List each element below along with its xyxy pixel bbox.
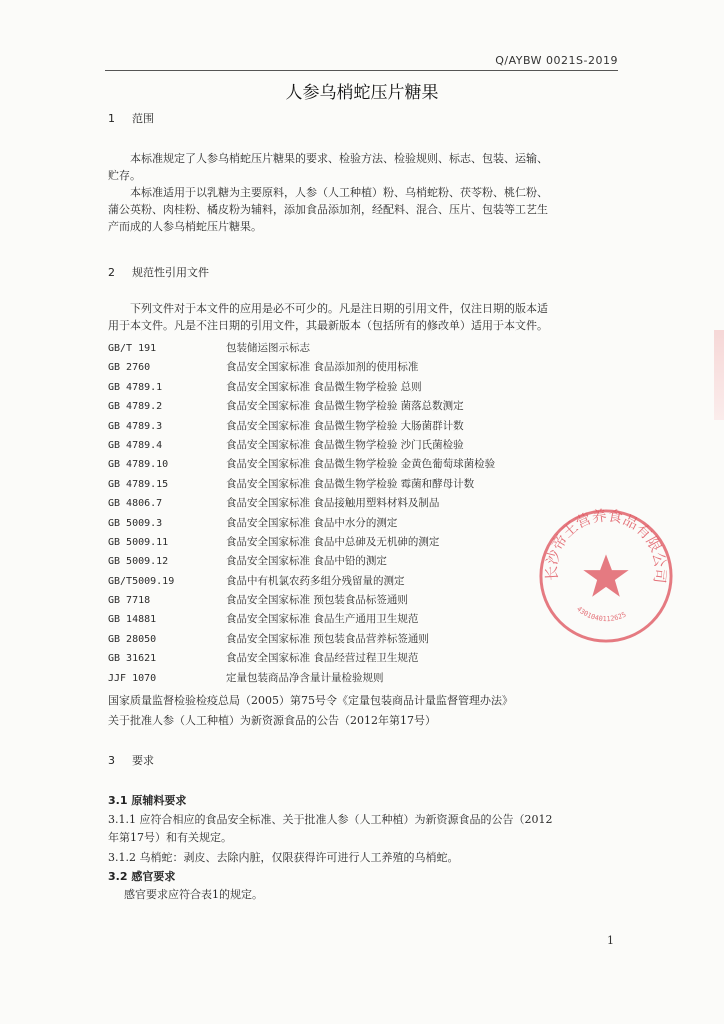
reference-code: GB/T 191 [108,343,157,354]
reference-title: 食品安全国家标准 食品微生物学检验 大肠菌群计数 [226,419,464,432]
seal-company-text: 长沙帝王营养食品有限公司 [543,507,669,585]
reference-code: GB 14881 [108,614,157,626]
document-title: 人参乌梢蛇压片糖果 [285,83,439,103]
reference-title: 食品安全国家标准 预包装食品营养标签通则 [226,632,429,645]
reference-code: GB 4789.4 [108,439,163,451]
reference-row [108,358,628,377]
seal-star [583,554,628,596]
paragraph-text: 贮存。 [108,169,141,182]
section-2-heading [108,264,209,280]
subsection-3-2-heading: 3.2 感官要求 [108,870,176,883]
reference-title: 食品安全国家标准 食品微生物学检验 菌落总数测定 [226,400,464,413]
reference-title: 包装储运图示标志 [226,342,310,354]
reference-title: 食品中有机氯农药多组分残留量的测定 [226,574,405,587]
reference-row [108,649,628,668]
reference-code: GB 5009.11 [108,536,169,548]
item-3-2-text: 感官要求应符合表1的规定。 [124,888,263,901]
reference-row [108,436,628,455]
reference-title: 食品安全国家标准 食品中总砷及无机砷的测定 [226,535,440,548]
reference-code: GB 5009.3 [108,517,163,529]
reference-row [108,339,628,358]
reference-title: 食品安全国家标准 食品微生物学检验 霉菌和酵母计数 [226,477,475,490]
reference-row [108,397,628,416]
reference-title: 食品安全国家标准 食品微生物学检验 总则 [226,380,422,393]
reference-code: GB 4806.7 [108,498,163,510]
reference-extra-line: 关于批准人参（人工种植）为新资源食品的公告（2012年第17号） [108,714,436,727]
reference-code: GB 5009.12 [108,556,169,568]
reference-code: GB 7718 [108,595,151,607]
section-number: 2 [108,266,115,279]
reference-row [108,378,628,397]
paragraph-text: 产而成的人参乌梢蛇压片糖果。 [108,220,262,233]
section-title: 规范性引用文件 [132,266,209,279]
section-number: 3 [108,754,115,767]
reference-code: GB 4789.1 [108,381,163,393]
seal-number-text: 4301040112625 [575,604,628,624]
section-2-intro [108,300,620,334]
reference-code: GB 28050 [108,633,157,645]
reference-extra-line: 国家质量监督检验检疫总局（2005）第75号令《定量包装商品计量监督管理办法》 [108,694,513,707]
section-1-paragraph-1 [108,150,620,184]
reference-title: 定量包装商品净含量计量检验规则 [226,671,384,684]
reference-row [108,475,628,494]
item-3-1-2: 3.1.2 乌梢蛇：剥皮、去除内脏，仅限获得许可进行人工养殖的乌梢蛇。 [108,851,459,864]
reference-title: 食品安全国家标准 食品中水分的测定 [226,516,398,529]
reference-title: 食品安全国家标准 食品生产通用卫生规范 [226,613,419,626]
reference-row [108,669,628,688]
section-title: 范围 [132,112,154,125]
paragraph-text: 本标准适用于以乳糖为主要原料，人参（人工种植）粉、乌梢蛇粉、茯苓粉、桃仁粉、 [130,186,548,199]
reference-title: 食品安全国家标准 食品微生物学检验 沙门氏菌检验 [226,438,464,451]
section-3-heading [108,752,154,768]
header-divider [105,70,618,71]
reference-row [108,417,628,436]
reference-title: 食品安全国家标准 预包装食品标签通则 [226,594,408,607]
reference-code: GB 4789.2 [108,401,163,413]
section-1-paragraph-2 [108,184,620,235]
page-number: 1 [607,934,614,947]
reference-code: JJF 1070 [108,672,157,684]
reference-code: GB 2760 [108,362,151,374]
company-seal [537,507,675,645]
paragraph-text: 下列文件对于本文件的应用是必不可少的。凡是注日期的引用文件，仅注日期的版本适 [130,302,548,315]
section-number: 1 [108,112,115,125]
section-title: 要求 [132,754,154,767]
reference-row [108,455,628,474]
reference-title: 食品安全国家标准 食品添加剂的使用标准 [226,361,419,374]
reference-code: GB 4789.15 [108,478,169,490]
reference-title: 食品安全国家标准 食品经营过程卫生规范 [226,652,419,665]
item-3-1-1-continued: 年第17号）和有关规定。 [108,831,232,844]
reference-title: 食品安全国家标准 食品接触用塑料材料及制品 [226,497,440,510]
reference-code: GB 31621 [108,653,157,665]
reference-code: GB 4789.3 [108,420,163,432]
paragraph-text: 用于本文件。凡是不注日期的引用文件，其最新版本（包括所有的修改单）适用于本文件。 [108,319,548,332]
reference-code: GB/T5009.19 [108,575,175,587]
standard-code: Q/AYBW 0021S-2019 [495,54,618,67]
reference-title: 食品安全国家标准 食品微生物学检验 金黄色葡萄球菌检验 [226,458,496,471]
reference-code: GB 4789.10 [108,459,169,471]
paragraph-text: 本标准规定了人参乌梢蛇压片糖果的要求、检验方法、检验规则、标志、包装、运输、 [130,152,548,165]
edge-seal-mark [714,330,724,420]
paragraph-text: 蒲公英粉、肉桂粉、橘皮粉为辅料，添加食品添加剂，经配料、混合、压片、包装等工艺生 [108,203,548,216]
subsection-3-1-heading: 3.1 原辅料要求 [108,794,187,807]
reference-title: 食品安全国家标准 食品中铅的测定 [226,555,387,568]
item-3-1-1: 3.1.1 应符合相应的食品安全标准、关于批准人参（人工种植）为新资源食品的公告（2012 [108,813,553,826]
section-1-heading [108,110,154,126]
